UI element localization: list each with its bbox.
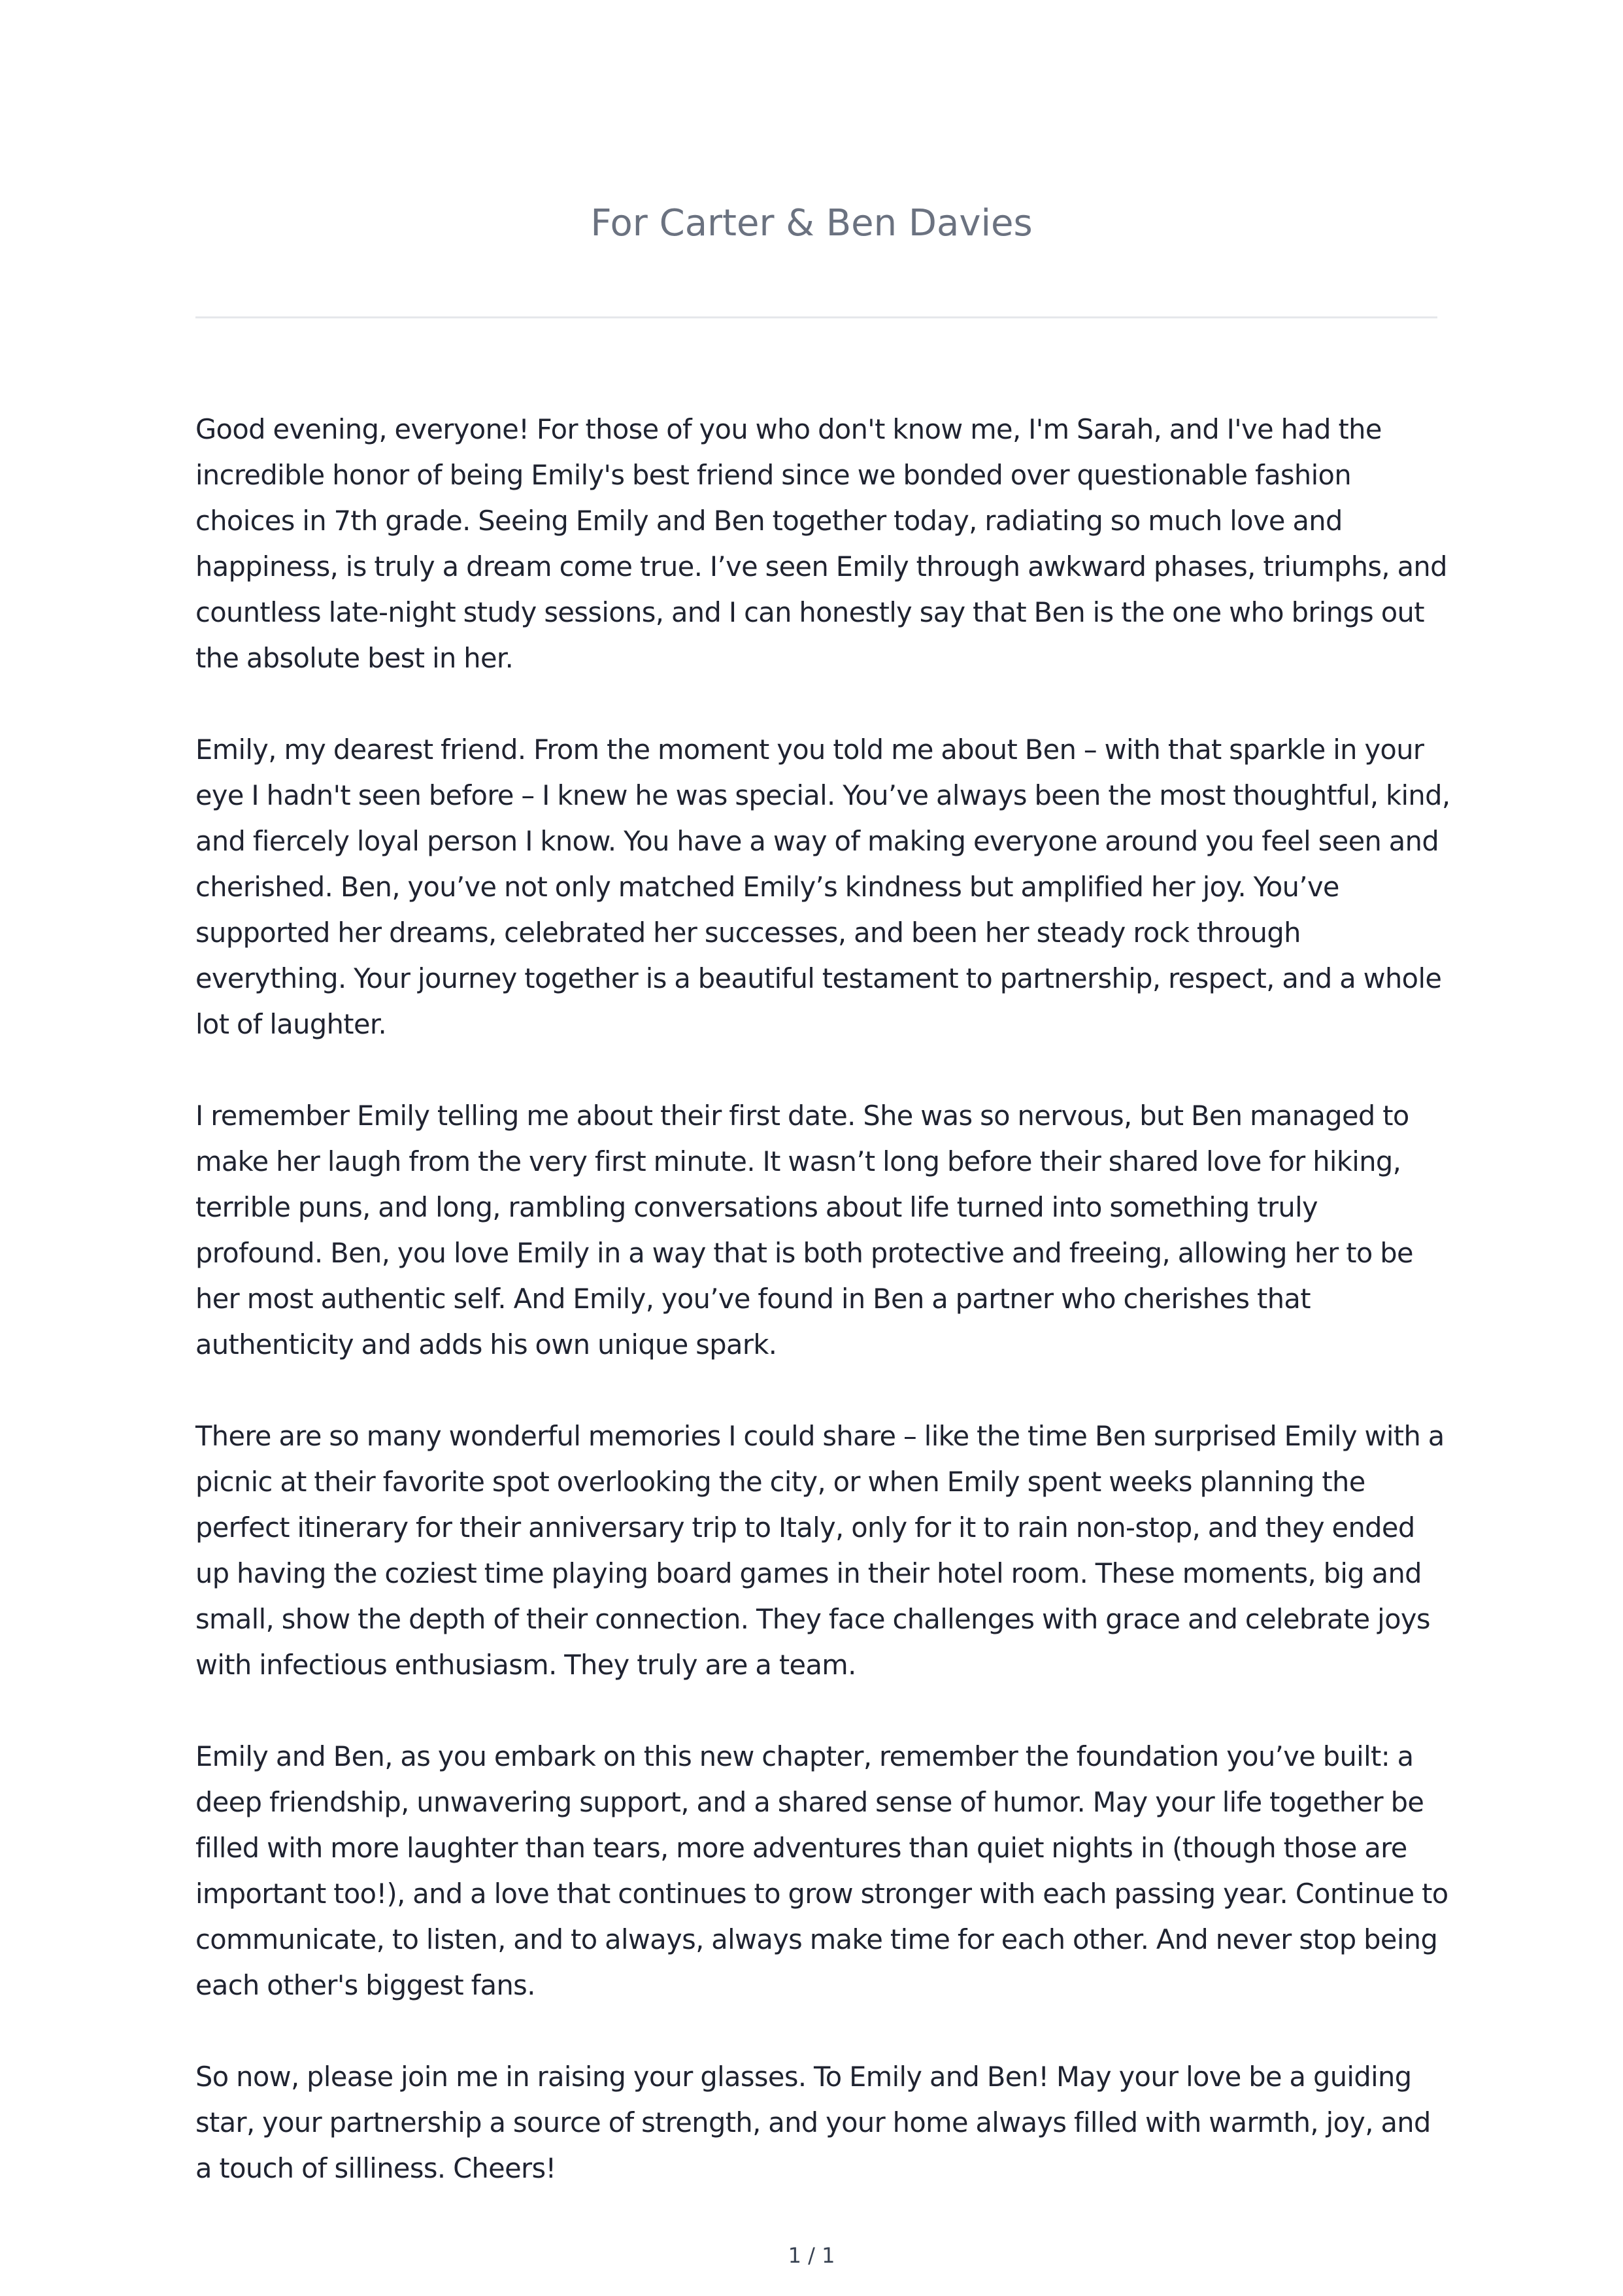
paragraph-4: There are so many wonderful memories I could share – like the time Ben surprised Emily with a picnic at their favorite spot overlooking the city, or when Emily spent weeks planning the perfect itinerary for their anniversary trip to Italy, only for it to rain non-stop, and they ended up having the coziest time playing board games in their hotel room. These moments, big and small, show the depth of their connection. They face challenges with grace and celebrate joys with infectious enthusiasm. They truly are a team. bbox=[195, 1420, 1445, 1681]
paragraph-6: So now, please join me in raising your glasses. To Emily and Ben! May your love be a guiding star, your partnership a source of strength, and your home always filled with warmth, joy, and a touch of silliness. Cheers! bbox=[195, 2061, 1431, 2184]
document-body bbox=[195, 407, 1450, 2237]
paragraph-2: Emily, my dearest friend. From the moment you told me about Ben – with that sparkle in your eye I hadn't seen before – I knew he was special. You’ve always been the most thoughtful, kind, and fiercely loyal person I know. You have a way of making everyone around you feel seen and cherished. Ben, you’ve not only matched Emily’s kindness but amplified her joy. You’ve supported her dreams, celebrated her successes, and been her steady rock through everything. Your journey together is a beautiful testament to partnership, respect, and a whole lot of laughter. bbox=[195, 734, 1450, 1040]
paragraph-5: Emily and Ben, as you embark on this new chapter, remember the foundation you’ve built: a deep friendship, unwavering support, and a shared sense of humor. May your life together be filled with more laughter than tears, more adventures than quiet nights in (though those are important too!), and a love that continues to grow stronger with each passing year. Continue to communicate, to listen, and to always, always make time for each other. And never stop being each other's biggest fans. bbox=[195, 1740, 1448, 2001]
title-divider bbox=[195, 316, 1437, 318]
paragraph-3: I remember Emily telling me about their first date. She was so nervous, but Ben managed to make her laugh from the very first minute. It wasn’t long before their shared love for hiking, terrible puns, and long, rambling conversations about life turned into something truly profound. Ben, you love Emily in a way that is both protective and freeing, allowing her to be her most authentic self. And Emily, you’ve found in Ben a partner who cherishes that authenticity and adds his own unique spark. bbox=[195, 1100, 1413, 1360]
document-title: For Carter & Ben Davies bbox=[590, 202, 1033, 245]
page-indicator: 1 / 1 bbox=[788, 2243, 835, 2268]
paragraph-1: Good evening, everyone! For those of you who don't know me, I'm Sarah, and I've had the incredible honor of being Emily's best friend since we bonded over questionable fashion choices in 7th grade. Seeing Emily and Ben together today, radiating so much love and happiness, is truly a dream come true. I’ve seen Emily through awkward phases, triumphs, and countless late-night study sessions, and I can honestly say that Ben is the one who brings out the absolute best in her. bbox=[195, 413, 1447, 674]
